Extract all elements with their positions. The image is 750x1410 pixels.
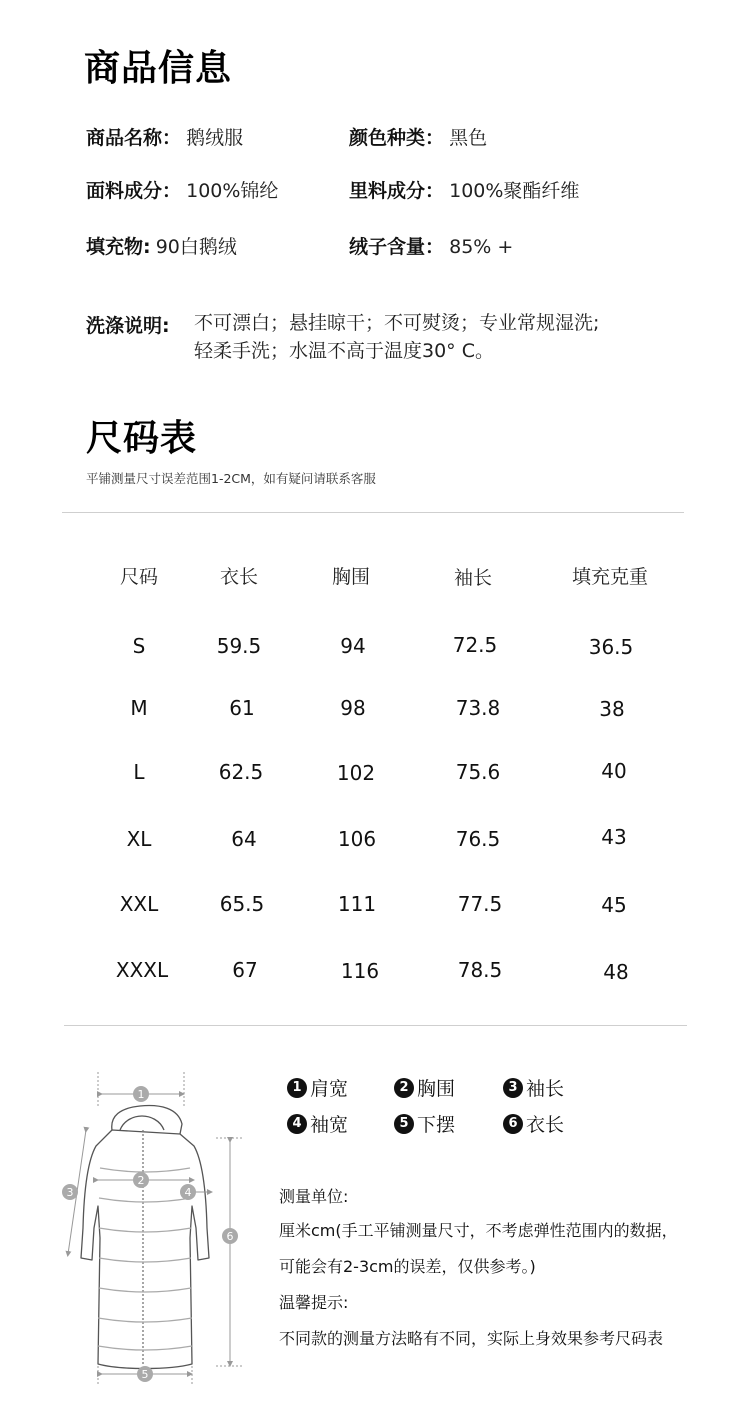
table-cell: 72.5 bbox=[452, 633, 498, 657]
unit-line-1: 厘米cm(手工平铺测量尺寸，不考虑弹性范围内的数据， bbox=[279, 1221, 678, 1240]
svg-text:6: 6 bbox=[226, 1230, 234, 1243]
legend-item-chest bbox=[394, 1074, 455, 1101]
table-cell: 78.5 bbox=[457, 958, 503, 982]
table-cell: 116 bbox=[340, 959, 380, 983]
table-cell-size: M bbox=[130, 696, 148, 720]
table-cell: 48 bbox=[603, 960, 629, 984]
svg-text:1: 1 bbox=[137, 1088, 145, 1101]
marker-5 bbox=[137, 1366, 153, 1382]
table-cell: 111 bbox=[337, 892, 377, 916]
svg-text:2: 2 bbox=[137, 1174, 145, 1187]
size-chart-title: 尺码表 bbox=[86, 418, 198, 459]
table-header: 尺码 bbox=[119, 566, 158, 588]
field-value: 90白鹅绒 bbox=[155, 236, 237, 258]
table-cell: 45 bbox=[601, 893, 627, 917]
table-cell-size: XL bbox=[126, 827, 152, 851]
table-cell: 73.8 bbox=[455, 696, 501, 720]
field-label: 面料成分： bbox=[86, 180, 182, 202]
field-down-content bbox=[349, 232, 513, 259]
field-value: 鹅绒服 bbox=[186, 127, 244, 149]
legend-label: 胸围 bbox=[417, 1078, 456, 1100]
legend-number: 3 bbox=[503, 1078, 523, 1098]
table-cell-size: L bbox=[133, 760, 145, 784]
legend-item-length bbox=[503, 1110, 564, 1137]
table-cell: 43 bbox=[601, 825, 627, 849]
field-label: 商品名称： bbox=[86, 127, 182, 149]
field-color bbox=[349, 123, 487, 150]
field-filling bbox=[86, 232, 237, 259]
washing-label: 洗涤说明: bbox=[86, 315, 170, 337]
table-header: 胸围 bbox=[331, 566, 370, 588]
legend-label: 下摆 bbox=[417, 1114, 456, 1136]
legend-label: 衣长 bbox=[526, 1114, 565, 1136]
table-cell: 75.6 bbox=[455, 760, 501, 784]
field-label: 填充物: bbox=[86, 236, 151, 258]
size-chart-subtitle: 平铺测量尺寸误差范围1-2CM，如有疑问请联系客服 bbox=[86, 471, 376, 486]
field-label: 绒子含量： bbox=[349, 236, 445, 258]
legend-label: 肩宽 bbox=[310, 1078, 349, 1100]
marker-3 bbox=[62, 1184, 78, 1200]
field-label: 里料成分： bbox=[349, 180, 445, 202]
table-header: 填充克重 bbox=[571, 566, 648, 588]
table-cell: 62.5 bbox=[218, 760, 264, 784]
svg-text:5: 5 bbox=[141, 1368, 149, 1381]
table-cell: 36.5 bbox=[588, 635, 634, 659]
legend-number: 6 bbox=[503, 1114, 523, 1134]
legend-number: 2 bbox=[394, 1078, 414, 1098]
table-cell: 76.5 bbox=[455, 827, 501, 851]
table-cell: 59.5 bbox=[216, 634, 262, 658]
table-cell-size: XXXL bbox=[115, 958, 169, 982]
table-cell-size: S bbox=[132, 634, 146, 658]
legend-item-sleeve bbox=[503, 1074, 564, 1101]
field-lining bbox=[349, 176, 579, 203]
divider-bottom bbox=[64, 1025, 687, 1026]
table-cell: 94 bbox=[340, 634, 366, 658]
field-value: 黑色 bbox=[449, 127, 488, 149]
legend-label: 袖长 bbox=[526, 1078, 565, 1100]
table-cell: 40 bbox=[601, 759, 627, 783]
unit-title: 测量单位: bbox=[279, 1187, 349, 1206]
table-header: 衣长 bbox=[219, 566, 258, 588]
table-cell: 67 bbox=[232, 958, 258, 982]
tip-title: 温馨提示: bbox=[279, 1293, 349, 1312]
measure-markers bbox=[62, 1086, 238, 1382]
washing-line-1: 不可漂白；悬挂晾干；不可熨烫；专业常规湿洗; bbox=[194, 312, 600, 334]
unit-line-2: 可能会有2-3cm的误差，仅供参考。) bbox=[279, 1257, 536, 1276]
table-cell: 61 bbox=[229, 696, 255, 720]
field-value: 100%聚酯纤维 bbox=[449, 180, 580, 202]
field-value: 100%锦纶 bbox=[186, 180, 279, 202]
legend-number: 4 bbox=[287, 1114, 307, 1134]
marker-4 bbox=[180, 1184, 196, 1200]
table-cell: 65.5 bbox=[219, 892, 265, 916]
field-value: 85% + bbox=[449, 236, 514, 258]
field-product-name bbox=[86, 123, 243, 150]
tip-text: 不同款的测量方法略有不同，实际上身效果参考尺码表 bbox=[279, 1329, 664, 1348]
marker-2 bbox=[133, 1172, 149, 1188]
legend-item-sleeve-width bbox=[287, 1110, 348, 1137]
legend-number: 1 bbox=[287, 1078, 307, 1098]
table-cell: 102 bbox=[336, 761, 376, 785]
field-label: 颜色种类： bbox=[349, 127, 445, 149]
coat-outline bbox=[81, 1106, 209, 1369]
field-fabric bbox=[86, 176, 278, 203]
table-cell: 77.5 bbox=[457, 892, 503, 916]
table-cell: 98 bbox=[340, 696, 366, 720]
washing-line-2: 轻柔手洗；水温不高于温度30° C。 bbox=[194, 340, 494, 362]
svg-text:4: 4 bbox=[184, 1186, 192, 1199]
legend-item-hem bbox=[394, 1110, 455, 1137]
coat-diagram bbox=[50, 1068, 260, 1388]
table-cell: 38 bbox=[599, 697, 625, 721]
legend-item-shoulder bbox=[287, 1074, 348, 1101]
marker-6 bbox=[222, 1228, 238, 1244]
marker-1 bbox=[133, 1086, 149, 1102]
table-header: 袖长 bbox=[453, 567, 492, 589]
divider-top bbox=[62, 512, 684, 513]
legend-number: 5 bbox=[394, 1114, 414, 1134]
product-info-title: 商品信息 bbox=[84, 48, 233, 89]
table-cell: 106 bbox=[337, 827, 377, 851]
table-cell: 64 bbox=[231, 827, 257, 851]
table-cell-size: XXL bbox=[119, 892, 159, 916]
legend-label: 袖宽 bbox=[310, 1114, 349, 1136]
svg-text:3: 3 bbox=[66, 1186, 74, 1199]
